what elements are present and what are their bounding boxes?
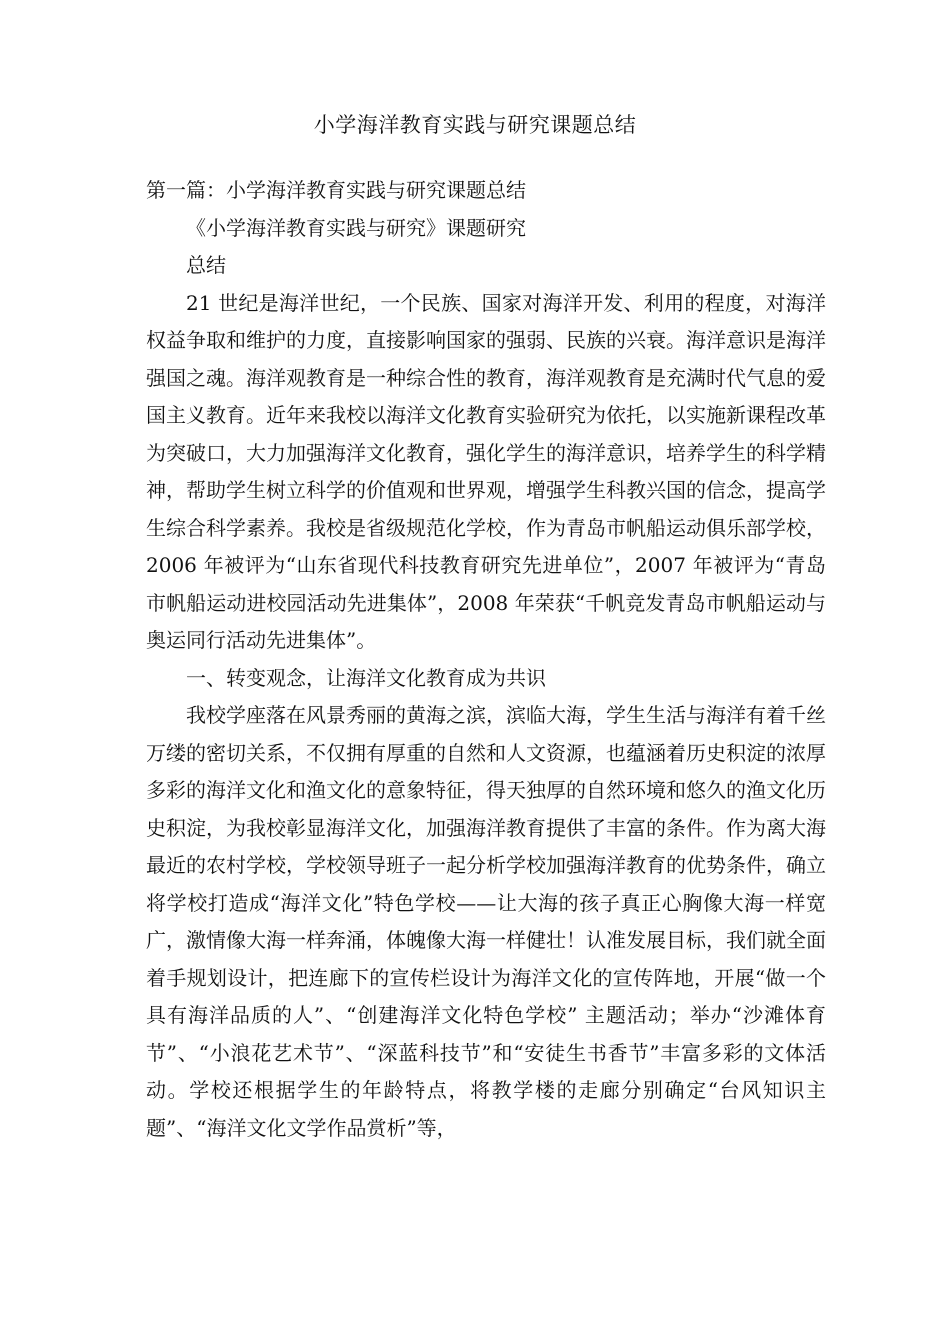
report-subtitle-continued: 总结 (186, 253, 226, 277)
document-title: 小学海洋教育实践与研究课题总结 (313, 113, 637, 137)
report-subtitle: 《小学海洋教育实践与研究》课题研究 (186, 215, 526, 240)
paragraph-intro: 21 世纪是海洋世纪，一个民族、国家对海洋开发、利用的程度，对海洋权益争取和维护的力度，直接影响国家的强弱、民族的兴衰。海洋意识是海洋强国之魂。海洋观教育是一种综合性的教育，海洋观教育是充满时代气息的爱国主义教育。近年来我校以海洋文化教育实验研究为依托，以实施新课程改革为突破口，大力加强海洋文化教育，强化学生的海洋意识，培养学生的科学精神，帮助学生树立科学的价值观和世界观，增强学生科教兴国的信念，提高学生综合科学素养。我校是省级规范化学校，作为青岛市帆船运动俱乐部学校，2006 年被评为“山东省现代科技教育研究先进单位”，2007 年被评为“青岛市帆船运动进校园活动先进集体”，2008 年荣获“千帆竞发青岛市帆船运动与奥运同行活动先进集体”。 (146, 290, 826, 652)
paragraph-section-1: 我校学座落在风景秀丽的黄海之滨，滨临大海，学生生活与海洋有着千丝万缕的密切关系，不仅拥有厚重的自然和人文资源，也蕴涵着历史积淀的浓厚多彩的海洋文化和渔文化的意象特征，得天独厚的自然环境和悠久的渔文化历史积淀，为我校彰显海洋文化，加强海洋教育提供了丰富的条件。作为离大海最近的农村学校，学校领导班子一起分析学校加强海洋教育的优势条件，确立将学校打造成“海洋文化”特色学校——让大海的孩子真正心胸像大海一样宽广，激情像大海一样奔涌，体魄像大海一样健壮！认准发展目标，我们就全面着手规划设计，把连廊下的宣传栏设计为海洋文化的宣传阵地，开展“做一个具有海洋品质的人”、“创建海洋文化特色学校” 主题活动；举办“沙滩体育节”、“小浪花艺术节”、“深蓝科技节”和“安徒生书香节”丰富多彩的文体活动。学校还根据学生的年龄特点，将教学楼的走廊分别确定“台风知识主题”、“海洋文化文学作品赏析”等， (146, 703, 826, 1140)
document-body (146, 172, 826, 1147)
part-heading: 第一篇：小学海洋教育实践与研究课题总结 (146, 178, 526, 202)
section-heading-1: 一、转变观念，让海洋文化教育成为共识 (186, 665, 546, 690)
